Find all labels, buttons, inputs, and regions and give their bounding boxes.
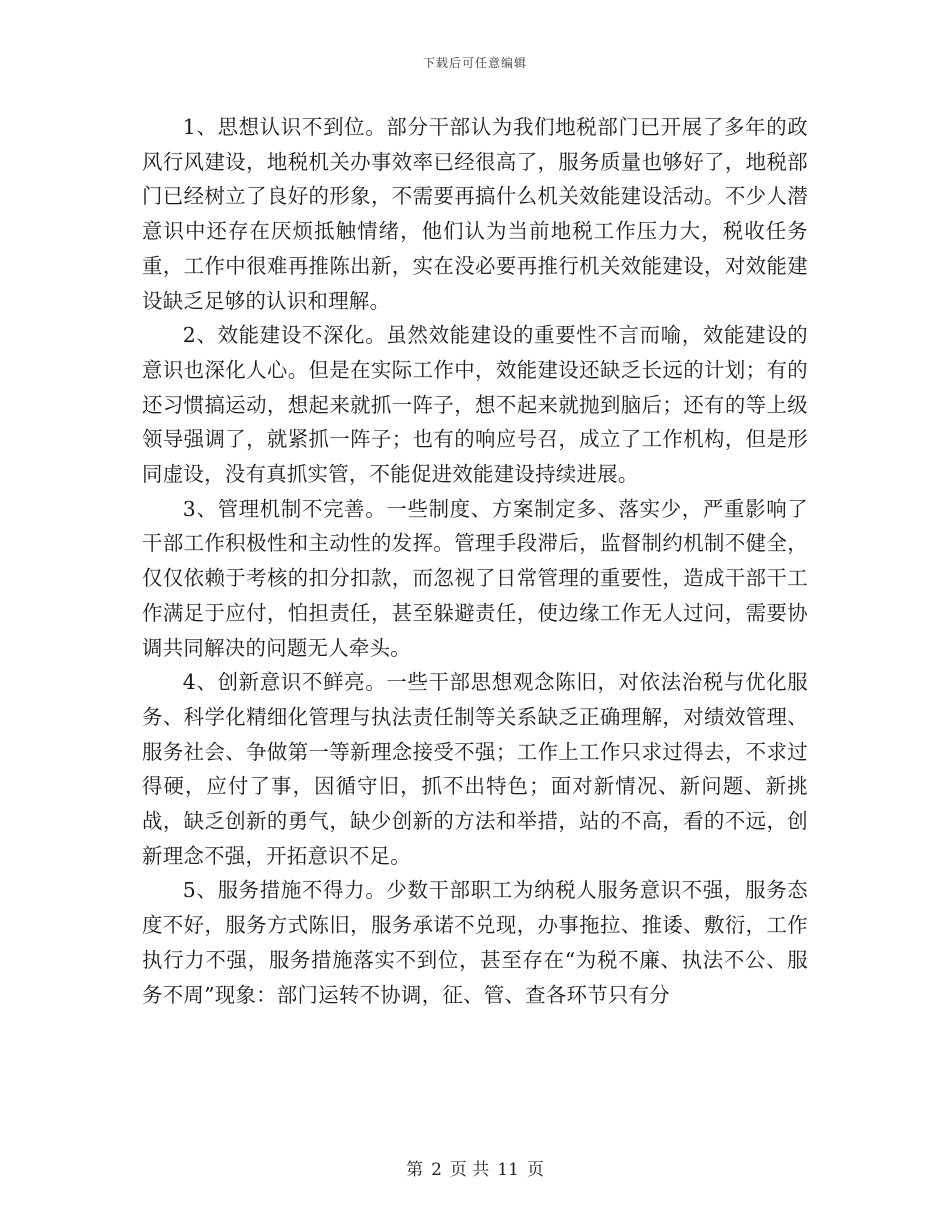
document-body [142, 110, 808, 1012]
paragraph-2: 2、效能建设不深化。虽然效能建设的重要性不言而喻，效能建设的意识也深化人心。但是在实际工作中，效能建设还缺乏长远的计划；有的还习惯搞运动，想起来就抓一阵子，想不起来就抛到脑后；还有的等上级领导强调了，就紧抓一阵子；也有的响应号召，成立了工作机构，但是形同虚设，没有真抓实管，不能促进效能建设持续进展。 [142, 323, 808, 487]
paragraph-4: 4、创新意识不鲜亮。一些干部思想观念陈旧，对依法治税与优化服务、科学化精细化管理与执法责任制等关系缺乏正确理解，对绩效管理、服务社会、争做第一等新理念接受不强；工作上工作只求过得去，不求过得硬，应付了事，因循守旧，抓不出特色；面对新情况、新问题、新挑战，缺乏创新的勇气，缺少创新的方法和举措，站的不高，看的不远，创新理念不强，开拓意识不足。 [142, 670, 808, 868]
page-footer [0, 1155, 950, 1180]
page-header: 下载后可任意编辑 [422, 56, 527, 70]
footer-page-number: 2 [431, 1160, 442, 1180]
paragraph-1: 1、思想认识不到位。部分干部认为我们地税部门已开展了多年的政风行风建设，地税机关办事效率已经很高了，服务质量也够好了，地税部门已经树立了良好的形象，不需要再搞什么机关效能建设活动。不少人潜意识中还存在厌烦抵触情绪，他们认为当前地税工作压力大，税收任务重，工作中很难再推陈出新，实在没必要再推行机关效能建设，对效能建设缺乏足够的认识和理解。 [142, 115, 808, 313]
footer-total-pages: 11 [497, 1160, 519, 1180]
footer-prefix: 第 [406, 1160, 424, 1180]
paragraph-5: 5、服务措施不得力。少数干部职工为纳税人服务意识不强，服务态度不好，服务方式陈旧，服务承诺不兑现，办事拖拉、推诿、敷衍，工作执行力不强，服务措施落实不到位，甚至存在“为税不廉、执法不公、服务不周”现象：部门运转不协调，征、管、查各环节只有分 [142, 878, 808, 1007]
paragraph-3: 3、管理机制不完善。一些制度、方案制定多、落实少，严重影响了干部工作积极性和主动性的发挥。管理手段滞后，监督制约机制不健全，仅仅依赖于考核的扣分扣款，而忽视了日常管理的重要性，造成干部干工作满足于应付，怕担责任，甚至躲避责任，使边缘工作无人过问，需要协调共同解决的问题无人牵头。 [142, 496, 808, 660]
footer-suffix: 页 [526, 1160, 544, 1180]
footer-middle: 页 共 [449, 1160, 490, 1180]
